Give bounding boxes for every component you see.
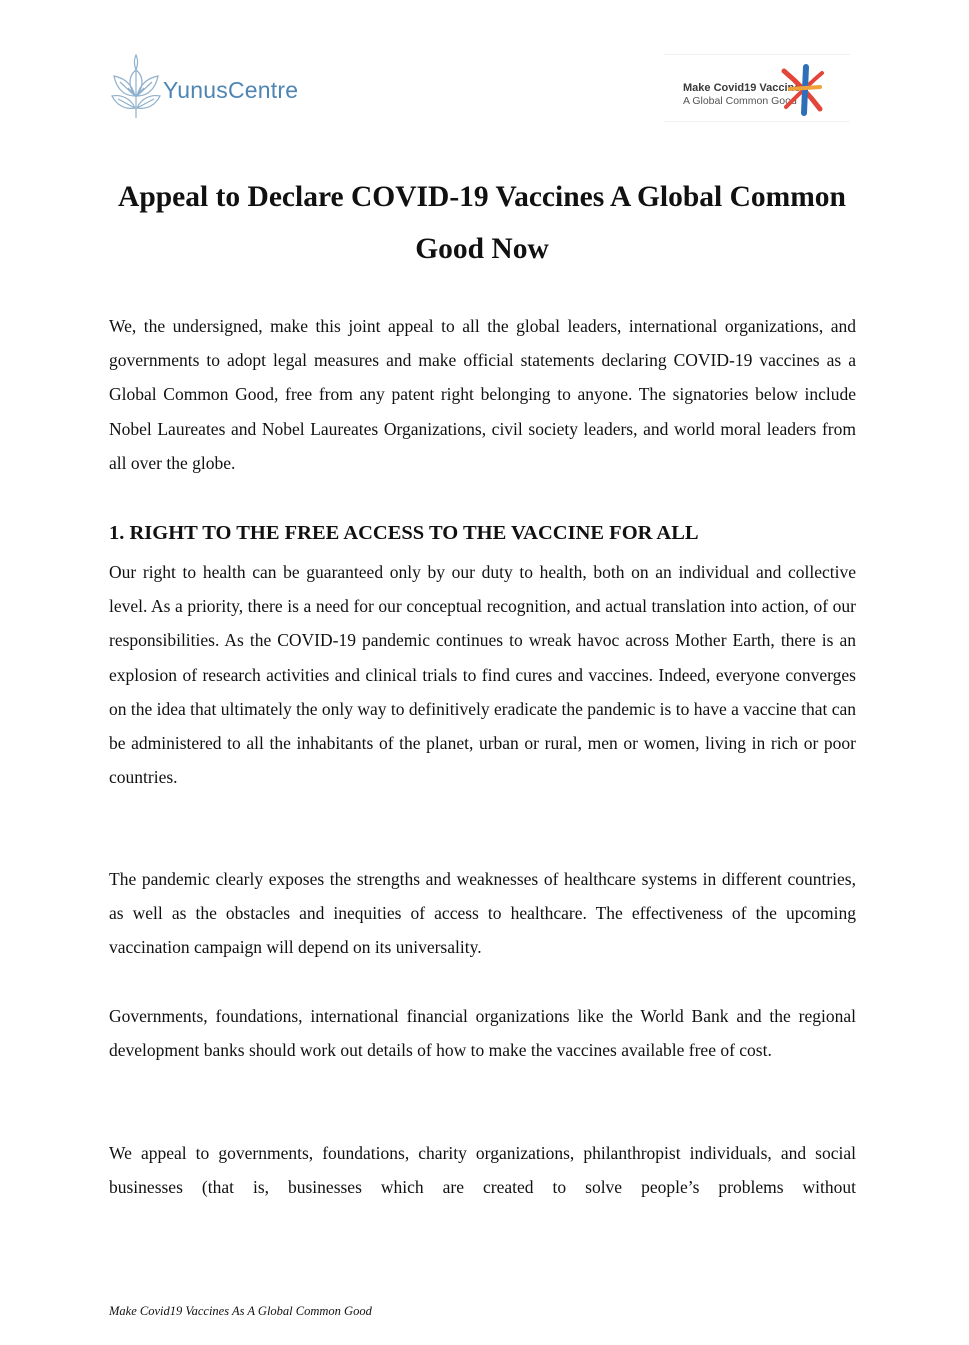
- yunus-centre-logo: [108, 52, 312, 122]
- section-heading: 1. RIGHT TO THE FREE ACCESS TO THE VACCINE FOR ALL: [109, 522, 699, 544]
- make-covid19-vaccine-logo: [664, 54, 850, 122]
- page-footer: Make Covid19 Vaccines As A Global Common Good: [109, 1304, 372, 1318]
- section-paragraph-4: We appeal to governments, foundations, charity organizations, philanthropist individuals, and social businesses (that is, businesses which are created to solve people’s problems without: [109, 1143, 856, 1198]
- section-paragraph-2: The pandemic clearly exposes the strengths and weaknesses of healthcare systems in different countries, as well as the obstacles and inequities of access to healthcare. The effectiveness of the upcoming vaccination campaign will depend on its universality.: [109, 869, 856, 958]
- yunus-centre-logo-text: YunusCentre: [163, 77, 299, 103]
- logo-line1: Make Covid19 Vaccine: [683, 82, 801, 94]
- page-title: Appeal to Declare COVID-19 Vaccines A Global Common Good Now: [118, 181, 846, 265]
- cross-icon: [776, 63, 832, 117]
- leaf-icon: [108, 52, 164, 122]
- section-paragraph-1: Our right to health can be guaranteed only by our duty to health, both on an individual and collective level. As a priority, there is a need for our conceptual recognition, and actual translation into action, of our responsibilities. As the COVID-19 pandemic continues to wreak havoc across Mother Earth, there is an explosion of research activities and clinical trials to find cures and vaccines. Indeed, everyone converges on the idea that ultimately the only way to definitively eradicate the pandemic is to have a vaccine that can be administered to all the inhabitants of the planet, urban or rural, men or women, living in rich or poor countries.: [109, 562, 856, 788]
- logo-line2: A Global Common Good: [683, 95, 797, 107]
- section-paragraph-3: Governments, foundations, international financial organizations like the World Bank and the regional development banks should work out details of how to make the vaccines available free of cost.: [109, 1006, 856, 1061]
- intro-paragraph: We, the undersigned, make this joint appeal to all the global leaders, international organizations, and governments to adopt legal measures and make official statements declaring COVID-19 vaccines as a Global Common Good, free from any patent right belonging to anyone. The signatories below include Nobel Laureates and Nobel Laureates Organizations, civil society leaders, and world moral leaders from all over the globe.: [109, 316, 856, 473]
